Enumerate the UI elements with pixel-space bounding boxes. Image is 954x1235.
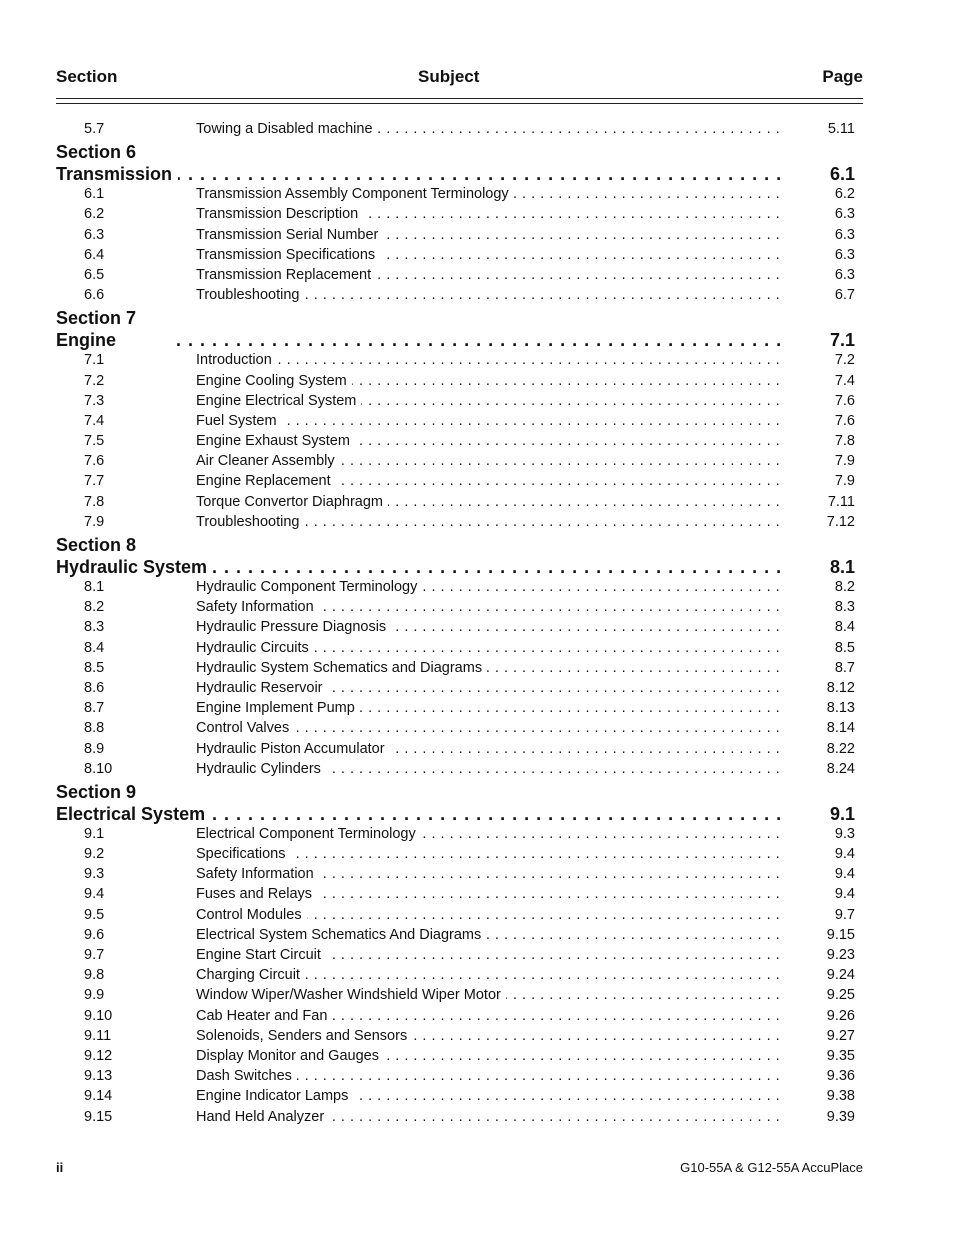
toc-section-heading xyxy=(56,141,863,186)
entry-title: Cab Heater and Fan xyxy=(196,1008,332,1024)
section-label: Section 6 xyxy=(56,142,137,163)
entry-page: 6.2 xyxy=(834,186,855,203)
entry-number: 7.1 xyxy=(84,352,105,369)
section-page: 8.1 xyxy=(829,557,855,577)
entry-page: 8.12 xyxy=(826,679,855,696)
entry-title: Engine Start Circuit xyxy=(196,947,326,963)
entry-title-leader xyxy=(196,267,786,283)
entry-title-leader xyxy=(196,761,786,777)
entry-number: 8.6 xyxy=(84,679,105,696)
entry-number: 6.3 xyxy=(84,226,105,243)
entry-title-leader xyxy=(196,227,786,243)
entry-page: 7.4 xyxy=(834,372,855,389)
entry-number: 7.4 xyxy=(84,412,105,429)
section-label: Section 9 xyxy=(56,781,137,802)
entry-title: Troubleshooting xyxy=(196,287,304,303)
toc-entry xyxy=(56,907,863,927)
entry-page: 9.7 xyxy=(834,906,855,923)
entry-title: Fuel System xyxy=(196,413,282,429)
entry-title-leader xyxy=(196,660,786,676)
toc-entry xyxy=(56,947,863,967)
entry-page: 8.5 xyxy=(834,639,855,656)
entry-page: 9.4 xyxy=(834,886,855,903)
entry-page: 9.39 xyxy=(826,1108,855,1125)
toc-entry xyxy=(56,494,863,514)
entry-title: Window Wiper/Washer Windshield Wiper Motor xyxy=(196,987,506,1003)
entry-number: 6.1 xyxy=(84,186,105,203)
entry-number: 6.5 xyxy=(84,266,105,283)
entry-page: 7.12 xyxy=(826,513,855,530)
toc-entry xyxy=(56,453,863,473)
entry-number: 7.2 xyxy=(84,372,105,389)
toc-entry xyxy=(56,373,863,393)
footer-page-number: ii xyxy=(56,1160,64,1175)
entry-title-leader xyxy=(196,373,786,389)
entry-title: Transmission Specifications xyxy=(196,247,380,263)
toc-entry xyxy=(56,660,863,680)
entry-title-leader xyxy=(196,846,786,862)
entry-page: 6.3 xyxy=(834,206,855,223)
entry-title: Electrical System Schematics And Diagrams xyxy=(196,927,486,943)
entry-number: 9.7 xyxy=(84,947,105,963)
toc-entry xyxy=(56,206,863,226)
entry-title: Hydraulic Reservoir xyxy=(196,680,328,696)
entry-title-leader xyxy=(196,599,786,615)
entry-title: Transmission Serial Number xyxy=(196,227,383,243)
entry-title: Engine Replacement xyxy=(196,473,336,489)
entry-title: Fuses and Relays xyxy=(196,886,317,902)
entry-title-leader xyxy=(196,741,786,757)
toc-entry xyxy=(56,121,863,141)
entry-page: 9.15 xyxy=(826,926,855,943)
header-rule-bottom xyxy=(56,103,863,104)
toc-entry xyxy=(56,287,863,307)
toc-entry xyxy=(56,741,863,761)
entry-title: Transmission Description xyxy=(196,206,363,222)
entry-number: 8.3 xyxy=(84,619,105,636)
entry-number: 9.2 xyxy=(84,846,105,863)
entry-number: 9.15 xyxy=(84,1108,113,1125)
entry-title-leader xyxy=(196,413,786,429)
entry-title: Control Modules xyxy=(196,907,307,923)
entry-title-leader xyxy=(196,720,786,736)
entry-number: 8.4 xyxy=(84,639,105,656)
entry-title-leader xyxy=(196,473,786,489)
entry-page: 8.13 xyxy=(826,700,855,717)
toc-entry xyxy=(56,866,863,886)
entry-title: Engine Electrical System xyxy=(196,393,361,409)
entry-title-leader xyxy=(196,514,786,530)
entry-number: 8.9 xyxy=(84,740,105,757)
toc-entry xyxy=(56,927,863,947)
entry-title-leader xyxy=(196,1008,786,1024)
entry-page: 9.27 xyxy=(826,1027,855,1044)
toc-entry xyxy=(56,393,863,413)
entry-number: 9.8 xyxy=(84,967,105,984)
toc-entry xyxy=(56,186,863,206)
toc-entry xyxy=(56,413,863,433)
entry-title: Torque Convertor Diaphragm xyxy=(196,494,388,510)
entry-title: Towing a Disabled machine xyxy=(196,121,378,137)
entry-number: 7.8 xyxy=(84,493,105,510)
entry-title-leader xyxy=(196,433,786,449)
toc-entry xyxy=(56,619,863,639)
entry-page: 7.9 xyxy=(834,453,855,470)
toc-entry xyxy=(56,1109,863,1129)
section-label: Section 7 xyxy=(56,308,137,329)
entry-number: 9.3 xyxy=(84,866,105,883)
entry-page: 7.6 xyxy=(834,392,855,409)
entry-title-leader xyxy=(196,352,786,368)
toc-entry xyxy=(56,886,863,906)
entry-number: 9.1 xyxy=(84,825,105,842)
column-header-page: Page xyxy=(822,67,863,86)
toc-entry xyxy=(56,247,863,267)
toc-section-heading xyxy=(56,307,863,352)
entry-title: Hand Held Analyzer xyxy=(196,1109,329,1125)
entry-title-leader xyxy=(196,866,786,882)
entry-title-leader xyxy=(196,453,786,469)
entry-title: Electrical Component Terminology xyxy=(196,826,421,842)
section-line xyxy=(56,163,863,186)
entry-title-leader xyxy=(196,967,786,983)
column-header-subject: Subject xyxy=(418,67,480,86)
entry-number: 8.5 xyxy=(84,659,105,676)
entry-page: 5.11 xyxy=(827,121,855,137)
entry-title: Introduction xyxy=(196,352,277,368)
entry-number: 7.6 xyxy=(84,453,105,470)
entry-page: 6.3 xyxy=(834,226,855,243)
entry-number: 8.7 xyxy=(84,700,105,717)
entry-title-leader xyxy=(196,619,786,635)
entry-title-leader xyxy=(196,700,786,716)
entry-page: 9.4 xyxy=(834,866,855,883)
entry-number: 7.3 xyxy=(84,392,105,409)
table-of-contents xyxy=(56,121,863,1129)
toc-section-heading xyxy=(56,534,863,579)
toc-entry xyxy=(56,599,863,619)
entry-title-leader xyxy=(196,987,786,1003)
toc-entry xyxy=(56,473,863,493)
entry-number: 8.10 xyxy=(84,760,113,777)
entry-page: 8.24 xyxy=(826,760,855,777)
toc-entry xyxy=(56,1028,863,1048)
entry-title: Engine Exhaust System xyxy=(196,433,355,449)
entry-title-leader xyxy=(196,886,786,902)
entry-number: 7.5 xyxy=(84,433,105,450)
entry-number: 9.13 xyxy=(84,1068,113,1085)
toc-entry xyxy=(56,1068,863,1088)
entry-title: Safety Information xyxy=(196,866,319,882)
header-rule-top xyxy=(56,98,863,99)
toc-entry xyxy=(56,846,863,866)
entry-page: 7.11 xyxy=(827,493,855,510)
entry-title: Air Cleaner Assembly xyxy=(196,453,340,469)
entry-page: 7.2 xyxy=(834,352,855,369)
section-page: 7.1 xyxy=(829,330,855,351)
entry-title-leader xyxy=(196,287,786,303)
entry-number: 7.7 xyxy=(84,473,105,490)
entry-page: 8.3 xyxy=(834,599,855,616)
entry-title-leader xyxy=(196,1048,786,1064)
entry-title-leader xyxy=(196,1088,786,1104)
toc-entry xyxy=(56,433,863,453)
toc-entry xyxy=(56,680,863,700)
toc-entry xyxy=(56,227,863,247)
entry-title: Solenoids, Senders and Sensors xyxy=(196,1028,412,1044)
entry-page: 9.38 xyxy=(826,1088,855,1105)
toc-entry xyxy=(56,967,863,987)
entry-page: 9.4 xyxy=(834,846,855,863)
entry-title: Charging Circuit xyxy=(196,967,305,983)
column-header-section: Section xyxy=(56,67,118,86)
entry-title: Transmission Replacement xyxy=(196,267,376,283)
entry-number: 9.6 xyxy=(84,926,105,943)
entry-number: 6.6 xyxy=(84,287,105,304)
section-line xyxy=(56,556,863,579)
entry-title: Display Monitor and Gauges xyxy=(196,1048,384,1064)
entry-title: Hydraulic Pressure Diagnosis xyxy=(196,619,391,635)
entry-number: 6.2 xyxy=(84,206,105,223)
entry-title: Engine Indicator Lamps xyxy=(196,1088,353,1104)
entry-page: 9.23 xyxy=(826,947,855,963)
section-line xyxy=(56,803,863,826)
entry-number: 8.8 xyxy=(84,720,105,737)
entry-page: 6.3 xyxy=(834,266,855,283)
entry-title: Control Valves xyxy=(196,720,294,736)
entry-title: Hydraulic Cylinders xyxy=(196,761,326,777)
entry-page: 8.14 xyxy=(826,720,855,737)
entry-page: 8.4 xyxy=(834,619,855,636)
entry-title-leader xyxy=(196,121,786,137)
entry-title-leader xyxy=(196,1028,786,1044)
entry-number: 6.4 xyxy=(84,246,105,263)
section-name: Engine xyxy=(56,329,177,352)
entry-number: 9.9 xyxy=(84,987,105,1004)
toc-entry xyxy=(56,761,863,781)
entry-title: Engine Cooling System xyxy=(196,373,352,389)
entry-page: 6.7 xyxy=(834,287,855,304)
section-name: Transmission xyxy=(56,164,178,184)
section-name: Hydraulic System xyxy=(56,557,213,577)
entry-title-leader xyxy=(196,247,786,263)
entry-title: Hydraulic Component Terminology xyxy=(196,579,422,595)
toc-section-heading xyxy=(56,781,863,826)
entry-title: Specifications xyxy=(196,846,290,862)
entry-title-leader xyxy=(196,907,786,923)
entry-number: 9.5 xyxy=(84,906,105,923)
entry-title: Troubleshooting xyxy=(196,514,304,530)
entry-title: Hydraulic System Schematics and Diagrams xyxy=(196,660,487,676)
entry-number: 9.4 xyxy=(84,886,105,903)
entry-title-leader xyxy=(196,206,786,222)
entry-page: 7.8 xyxy=(834,433,855,450)
entry-title-leader xyxy=(196,1109,786,1125)
toc-entry xyxy=(56,1088,863,1108)
entry-title: Engine Implement Pump xyxy=(196,700,360,716)
entry-page: 9.35 xyxy=(826,1047,855,1064)
toc-entry xyxy=(56,1048,863,1068)
entry-title-leader xyxy=(196,826,786,842)
entry-title: Transmission Assembly Component Terminology xyxy=(196,186,514,202)
toc-entry xyxy=(56,826,863,846)
entry-title-leader xyxy=(196,927,786,943)
entry-page: 9.25 xyxy=(826,987,855,1004)
entry-title-leader xyxy=(196,393,786,409)
toc-entry xyxy=(56,267,863,287)
entry-page: 6.3 xyxy=(834,246,855,263)
toc-entry xyxy=(56,700,863,720)
entry-title: Hydraulic Circuits xyxy=(196,640,314,656)
entry-number: 7.9 xyxy=(84,513,105,530)
entry-number: 9.12 xyxy=(84,1047,113,1064)
entry-page: 7.6 xyxy=(834,412,855,429)
toc-entry xyxy=(56,352,863,372)
entry-title-leader xyxy=(196,579,786,595)
section-label: Section 8 xyxy=(56,535,137,555)
entry-number: 9.11 xyxy=(84,1027,112,1044)
toc-entry xyxy=(56,987,863,1007)
entry-title-leader xyxy=(196,1068,786,1084)
entry-number: 9.14 xyxy=(84,1088,113,1105)
entry-title-leader xyxy=(196,494,786,510)
entry-number: 5.7 xyxy=(84,121,105,137)
entry-page: 9.24 xyxy=(826,967,855,984)
entry-page: 9.36 xyxy=(826,1068,855,1085)
toc-entry xyxy=(56,720,863,740)
entry-page: 9.26 xyxy=(826,1007,855,1024)
entry-title-leader xyxy=(196,680,786,696)
entry-title: Hydraulic Piston Accumulator xyxy=(196,741,390,757)
entry-page: 8.7 xyxy=(834,659,855,676)
footer-document-title: G10-55A & G12-55A AccuPlace xyxy=(680,1160,863,1175)
section-page: 6.1 xyxy=(829,164,855,185)
entry-title: Dash Switches xyxy=(196,1068,297,1084)
entry-title-leader xyxy=(196,186,786,202)
toc-entry xyxy=(56,1008,863,1028)
entry-title-leader xyxy=(196,947,786,963)
entry-page: 8.22 xyxy=(826,740,855,757)
toc-entry xyxy=(56,640,863,660)
entry-title: Safety Information xyxy=(196,599,319,615)
entry-page: 9.3 xyxy=(834,825,855,842)
section-line xyxy=(56,329,863,352)
entry-page: 7.9 xyxy=(834,473,855,490)
entry-number: 8.2 xyxy=(84,599,105,616)
section-page: 9.1 xyxy=(829,803,855,824)
section-name: Electrical System xyxy=(56,804,211,824)
entry-title-leader xyxy=(196,640,786,656)
entry-number: 8.1 xyxy=(84,579,105,595)
toc-entry xyxy=(56,579,863,599)
entry-page: 8.2 xyxy=(834,579,855,595)
toc-entry xyxy=(56,514,863,534)
entry-number: 9.10 xyxy=(84,1007,113,1024)
